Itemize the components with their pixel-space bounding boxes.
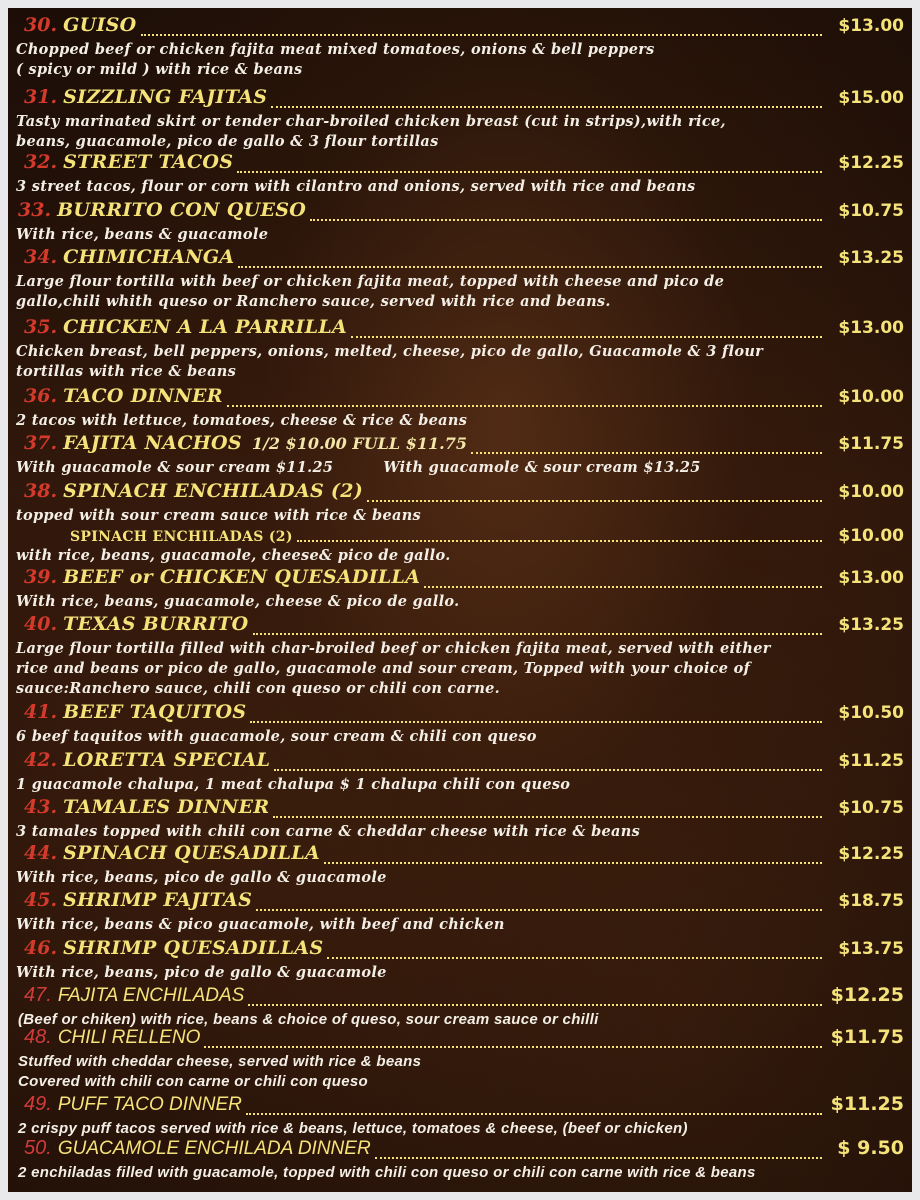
item-description	[8, 272, 912, 312]
item-price: $11.25	[838, 751, 904, 771]
item-description	[8, 458, 912, 478]
description-line: sauce:Ranchero sauce, chili con queso or chili con carne.	[16, 680, 501, 697]
menu-item-header	[8, 796, 912, 822]
item-number: 47.	[24, 984, 52, 1006]
item-number: 31.	[24, 86, 58, 108]
dot-leader	[256, 907, 822, 911]
menu-item-32	[8, 151, 912, 197]
item-name: CHILI RELLENO	[57, 1027, 201, 1048]
menu-item-header	[8, 151, 912, 177]
item-number: 35.	[24, 316, 58, 338]
menu-item-34	[8, 246, 912, 312]
item-description	[8, 177, 912, 197]
description-line: Large flour tortilla filled with char-broiled beef or chicken fajita meat, served with either	[16, 640, 771, 657]
menu-item-38	[8, 480, 912, 526]
item-name: STREET TACOS	[63, 151, 234, 173]
menu-board	[8, 8, 912, 1192]
item-price: $11.25	[830, 1093, 904, 1115]
item-name: FAJITA NACHOS	[63, 432, 242, 454]
item-number: 30.	[24, 14, 58, 36]
dot-leader	[227, 403, 822, 407]
item-number: 34.	[24, 246, 58, 268]
description-line: 3 tamales topped with chili con carne & cheddar cheese with rice & beans	[16, 823, 641, 840]
item-name: BEEF TAQUITOS	[63, 701, 247, 723]
item-description	[8, 639, 912, 699]
dot-leader	[204, 1044, 822, 1048]
item-description	[8, 592, 912, 612]
item-price: $15.00	[838, 88, 904, 108]
menu-item-header	[8, 749, 912, 775]
item-name: GUACAMOLE ENCHILADA DINNER	[57, 1138, 371, 1159]
menu-item-36	[8, 385, 912, 431]
description-line: 2 enchiladas filled with guacamole, topped with chili con queso or chili con carne with rice & beans	[18, 1164, 756, 1181]
item-name: TACO DINNER	[63, 385, 223, 407]
item-price: $10.00	[838, 526, 904, 546]
dot-leader	[351, 334, 822, 338]
description-line: Chopped beef or chicken fajita meat mixed tomatoes, onions & bell peppers	[16, 41, 655, 58]
dot-leader	[274, 767, 822, 771]
item-price: $13.75	[838, 939, 904, 959]
item-name: CHIMICHANGA	[63, 246, 235, 268]
menu-item-header	[8, 842, 912, 868]
item-name: BURRITO CON QUESO	[57, 199, 307, 221]
item-number: 42.	[24, 749, 58, 771]
dot-leader	[237, 169, 822, 173]
item-price: $13.25	[838, 248, 904, 268]
item-name: SPINACH QUESADILLA	[63, 842, 321, 864]
item-price: $ 9.50	[837, 1137, 904, 1159]
item-price: $10.75	[838, 201, 904, 221]
item-portion-prices: 1/2 $10.00 FULL $11.75	[251, 434, 467, 453]
dot-leader	[246, 1111, 822, 1115]
description-line: with rice, beans, guacamole, cheese& pico de gallo.	[16, 547, 451, 564]
description-line: With guacamole & sour cream $13.25	[383, 459, 701, 476]
item-description	[8, 822, 912, 842]
description-line: Stuffed with cheddar cheese, served with rice & beans	[18, 1053, 422, 1070]
item-price: $13.25	[838, 615, 904, 635]
menu-item-header	[8, 432, 912, 458]
description-line: tortillas with rice & beans	[16, 363, 237, 380]
item-price: $10.00	[838, 482, 904, 502]
description-line: 6 beef taquitos with guacamole, sour cream & chili con queso	[16, 728, 537, 745]
item-description	[8, 506, 912, 526]
item-name: GUISO	[63, 14, 137, 36]
item-description	[8, 411, 912, 431]
item-number: 39.	[24, 566, 58, 588]
menu-item-35	[8, 316, 912, 382]
description-line: 1 guacamole chalupa, 1 meat chalupa $ 1 chalupa chili con queso	[16, 776, 571, 793]
description-line: With rice, beans, pico de gallo & guacamole	[16, 964, 387, 981]
item-price: $12.25	[830, 984, 904, 1006]
item-price: $13.00	[838, 318, 904, 338]
description-line: With rice, beans, guacamole, cheese & pico de gallo.	[16, 593, 460, 610]
menu-item-41	[8, 701, 912, 747]
item-description	[8, 963, 912, 983]
description-line: With rice, beans & guacamole	[16, 226, 269, 243]
description-line: Large flour tortilla with beef or chicken fajita meat, topped with cheese and pico de	[16, 273, 725, 290]
menu-item-46	[8, 937, 912, 983]
description-line: 3 street tacos, flour or corn with cilantro and onions, served with rice and beans	[16, 178, 696, 195]
menu-item-header	[8, 566, 912, 592]
menu-item-header	[8, 937, 912, 963]
item-number: 37.	[24, 432, 58, 454]
menu-item-header	[8, 526, 912, 546]
item-number: 45.	[24, 889, 58, 911]
menu-item-header	[8, 480, 912, 506]
menu-item-42	[8, 749, 912, 795]
description-line: With rice, beans & pico guacamole, with beef and chicken	[16, 916, 505, 933]
item-name: TEXAS BURRITO	[63, 613, 249, 635]
menu-item-header	[8, 701, 912, 727]
description-line: gallo,chili whith queso or Ranchero sauce, served with rice and beans.	[16, 293, 611, 310]
menu-item-header	[8, 1137, 912, 1163]
menu-item-47	[8, 984, 912, 1030]
item-name: SPINACH ENCHILADAS (2)	[63, 480, 364, 502]
item-description	[8, 727, 912, 747]
item-name: SIZZLING FAJITAS	[63, 86, 268, 108]
item-number: 49.	[24, 1093, 52, 1115]
item-number: 50.	[24, 1137, 52, 1159]
item-price: $10.00	[838, 387, 904, 407]
menu-item-50	[8, 1137, 912, 1183]
item-price: $11.75	[830, 1026, 904, 1048]
item-price: $10.50	[838, 703, 904, 723]
item-number: 33.	[18, 199, 52, 221]
dot-leader	[375, 1155, 822, 1159]
menu-item-sub-9	[8, 526, 912, 566]
item-price: $12.25	[838, 844, 904, 864]
description-line: ( spicy or mild ) with rice & beans	[16, 61, 303, 78]
description-line: With guacamole & sour cream $11.25	[16, 459, 334, 476]
item-name: BEEF or CHICKEN QUESADILLA	[63, 566, 421, 588]
item-name: SHRIMP QUESADILLAS	[63, 937, 324, 959]
item-number: 38.	[24, 480, 58, 502]
description-line: (Beef or chiken) with rice, beans & choice of queso, sour cream sauce or chilli	[18, 1011, 599, 1028]
menu-item-header	[8, 1026, 912, 1052]
item-price: $18.75	[838, 891, 904, 911]
item-name: SHRIMP FAJITAS	[63, 889, 253, 911]
item-price: $11.75	[838, 434, 904, 454]
menu-item-header	[8, 246, 912, 272]
menu-item-header	[8, 316, 912, 342]
menu-item-header	[8, 14, 912, 40]
item-price: $12.25	[838, 153, 904, 173]
item-description	[8, 1119, 912, 1139]
menu-item-header	[8, 86, 912, 112]
menu-item-44	[8, 842, 912, 888]
menu-item-48	[8, 1026, 912, 1092]
description-line: Chicken breast, bell peppers, onions, melted, cheese, pico de gallo, Guacamole & 3 flour	[16, 343, 764, 360]
item-number: 44.	[24, 842, 58, 864]
menu-item-40	[8, 613, 912, 699]
description-line: rice and beans or pico de gallo, guacamole and sour cream, Topped with your choice of	[16, 660, 751, 677]
menu-item-31	[8, 86, 912, 152]
dot-leader	[310, 217, 822, 221]
menu-item-45	[8, 889, 912, 935]
menu-item-39	[8, 566, 912, 612]
item-description	[8, 342, 912, 382]
description-line: Covered with chili con carne or chili con queso	[18, 1073, 369, 1090]
item-description	[8, 1052, 912, 1092]
menu-item-header	[8, 385, 912, 411]
item-name: LORETTA SPECIAL	[63, 749, 271, 771]
menu-item-37	[8, 432, 912, 478]
dot-leader	[238, 264, 822, 268]
item-description	[8, 225, 912, 245]
dot-leader	[271, 104, 822, 108]
description-line: 2 tacos with lettuce, tomatoes, cheese & rice & beans	[16, 412, 468, 429]
item-description	[8, 112, 912, 152]
menu-item-header	[8, 889, 912, 915]
item-description	[8, 915, 912, 935]
item-subheading: SPINACH ENCHILADAS (2)	[70, 529, 293, 545]
description-line: With rice, beans, pico de gallo & guacamole	[16, 869, 387, 886]
dot-leader	[248, 1002, 822, 1006]
dot-leader	[273, 814, 822, 818]
description-line: beans, guacamole, pico de gallo & 3 flour tortillas	[16, 133, 439, 150]
menu-item-header	[8, 1093, 912, 1119]
description-line: Tasty marinated skirt or tender char-broiled chicken breast (cut in strips),with rice,	[16, 113, 726, 130]
item-description	[8, 775, 912, 795]
item-number: 36.	[24, 385, 58, 407]
dot-leader	[424, 584, 822, 588]
item-number: 32.	[24, 151, 58, 173]
item-description	[8, 1163, 912, 1183]
menu-item-header	[8, 613, 912, 639]
dot-leader	[367, 498, 822, 502]
dot-leader	[327, 955, 822, 959]
menu-item-header	[8, 199, 912, 225]
item-number: 46.	[24, 937, 58, 959]
item-number: 48.	[24, 1026, 52, 1048]
item-description	[8, 546, 912, 566]
item-description	[8, 40, 912, 80]
dot-leader	[141, 32, 822, 36]
dot-leader	[471, 450, 822, 454]
item-name: PUFF TACO DINNER	[57, 1094, 242, 1115]
menu-item-43	[8, 796, 912, 842]
item-price: $10.75	[838, 798, 904, 818]
item-name: TAMALES DINNER	[63, 796, 270, 818]
menu-item-header	[8, 984, 912, 1010]
item-name: FAJITA ENCHILADAS	[57, 985, 245, 1006]
item-number: 40.	[24, 613, 58, 635]
description-line: topped with sour cream sauce with rice & beans	[16, 507, 422, 524]
item-number: 43.	[24, 796, 58, 818]
item-description	[8, 868, 912, 888]
menu-item-30	[8, 14, 912, 80]
item-price: $13.00	[838, 16, 904, 36]
dot-leader	[253, 631, 822, 635]
menu-item-33	[8, 199, 912, 245]
dot-leader	[250, 719, 822, 723]
description-line: 2 crispy puff tacos served with rice & beans, lettuce, tomatoes & cheese, (beef or chicken)	[18, 1120, 688, 1137]
menu-item-49	[8, 1093, 912, 1139]
dot-leader	[297, 538, 822, 542]
item-price: $13.00	[838, 568, 904, 588]
item-number: 41.	[24, 701, 58, 723]
item-name: CHICKEN A LA PARRILLA	[63, 316, 348, 338]
dot-leader	[324, 860, 822, 864]
